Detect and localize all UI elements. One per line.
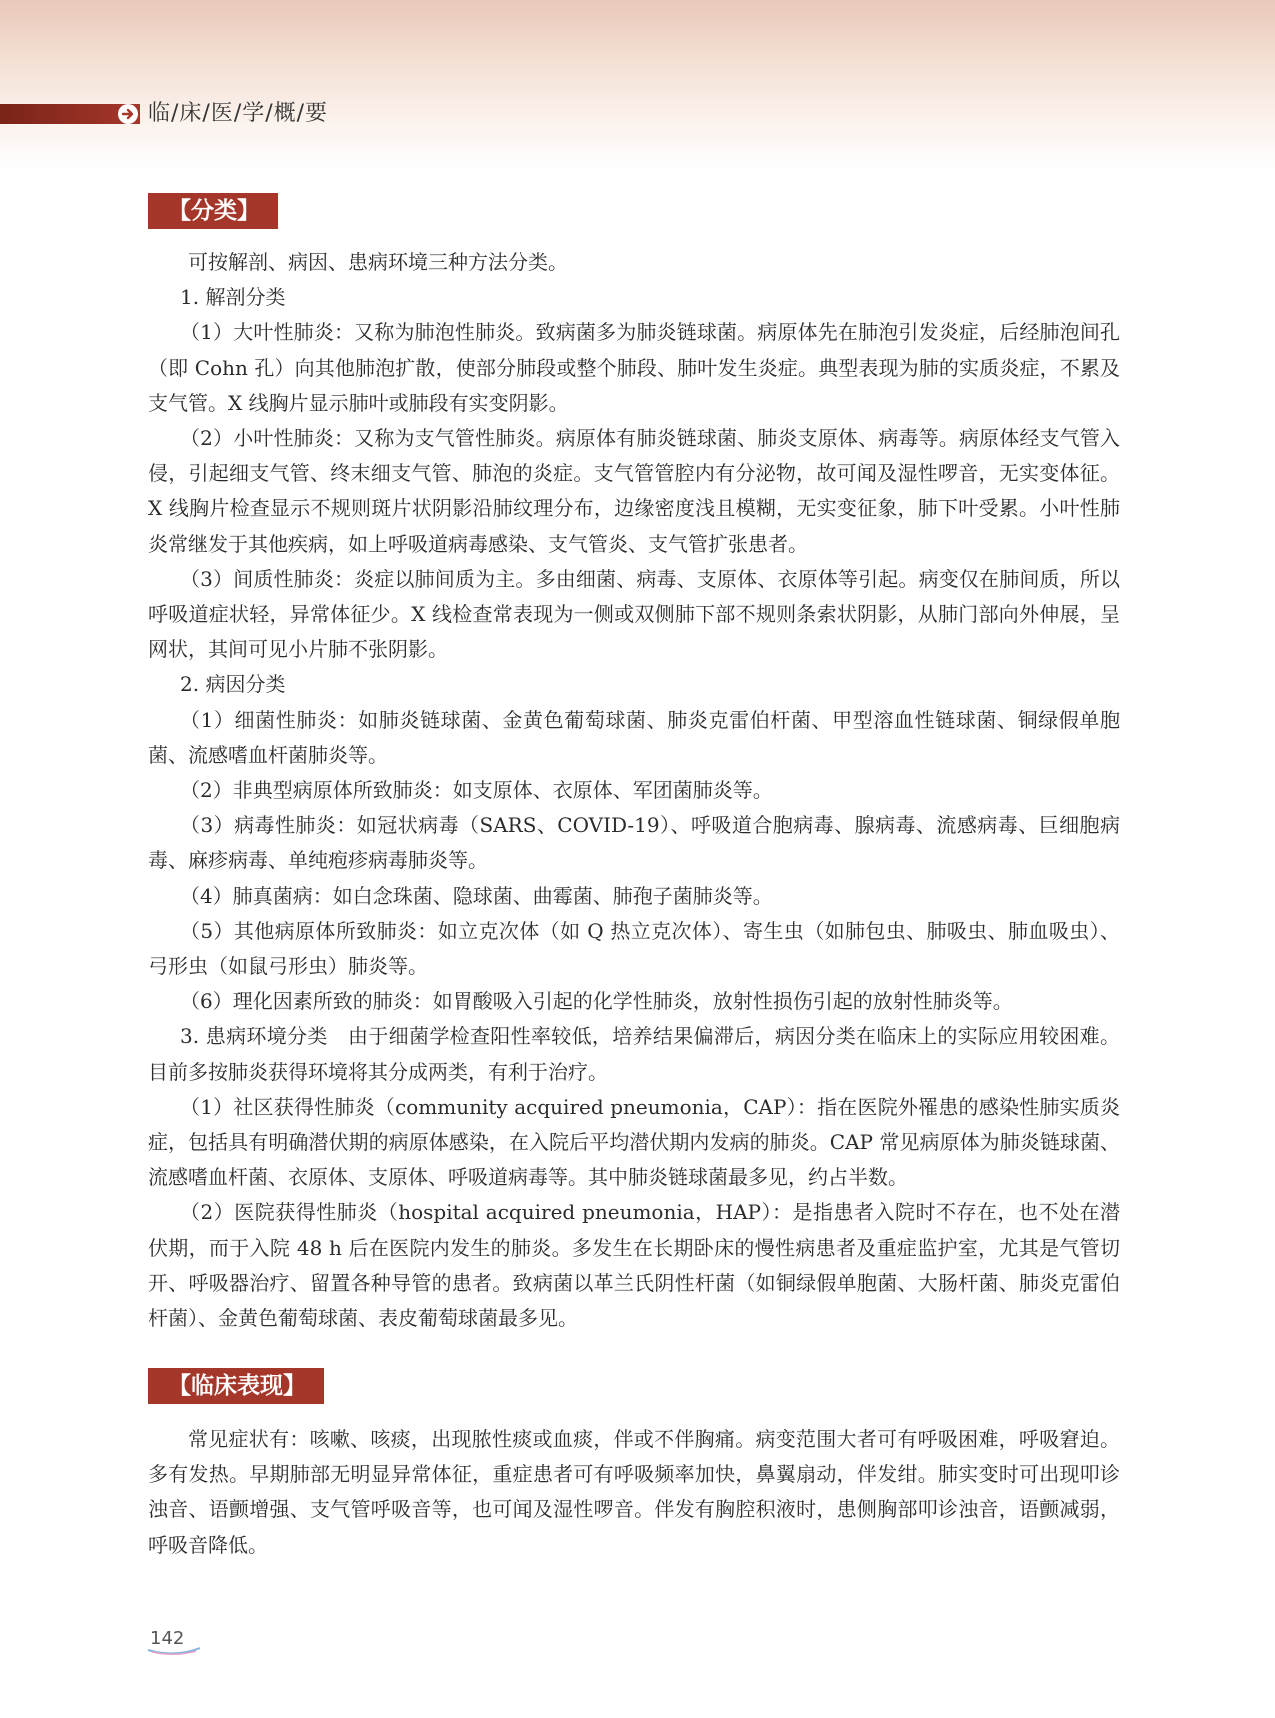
- etiology-paragraph-6: （6）理化因素所致的肺炎：如胃酸吸入引起的化学性肺炎，放射性损伤引起的放射性肺炎等。: [180, 989, 1013, 1014]
- book-title: 临/床/医/学/概/要: [148, 101, 329, 126]
- environment-intro: 由于细菌学检查阳性率较低，培养结果偏滞后，病因分类在临床上的实际应用较困难。目前多按肺炎获得环境将其分成两类，有利于治疗。: [148, 1024, 1120, 1084]
- section-heading-classification: 【分类】: [148, 193, 278, 229]
- anatomy-paragraph-1: （1）大叶性肺炎：又称为肺泡性肺炎。致病菌多为肺炎链球菌。病原体先在肺泡引发炎症，后经肺泡间孔（即 Cohn 孔）向其他肺泡扩散，使部分肺段或整个肺段、肺叶发生炎症。典型表现为肺的实质炎症，不累及支气管。X 线胸片显示肺叶或肺段有实变阴影。: [148, 320, 1120, 415]
- page-swoosh-icon: [146, 1644, 202, 1656]
- environment-paragraph: [148, 1019, 1120, 1089]
- clinical-body: [148, 1422, 1120, 1563]
- section-heading-clinical: 【临床表现】: [148, 1368, 324, 1404]
- etiology-subtitle: 2. 病因分类: [180, 672, 286, 697]
- clinical-paragraph-1: 常见症状有：咳嗽、咳痰，出现脓性痰或血痰，伴或不伴胸痛。病变范围大者可有呼吸困难，呼吸窘迫。多有发热。早期肺部无明显异常体征，重症患者可有呼吸频率加快，鼻翼扇动，伴发绀。肺实变时可出现叩诊浊音、语颤增强、支气管呼吸音等，也可闻及湿性啰音。伴发有胸腔积液时，患侧胸部叩诊浊音，语颤减弱，呼吸音降低。: [148, 1427, 1120, 1557]
- anatomy-subtitle: 1. 解剖分类: [180, 285, 286, 310]
- header-background: [0, 0, 1275, 170]
- etiology-paragraph-3: （3）病毒性肺炎：如冠状病毒（SARS、COVID-19）、呼吸道合胞病毒、腺病毒、流感病毒、巨细胞病毒、麻疹病毒、单纯疱疹病毒肺炎等。: [148, 813, 1120, 873]
- classification-body: [148, 245, 1120, 1336]
- etiology-paragraph-5: （5）其他病原体所致肺炎：如立克次体（如 Q 热立克次体）、寄生虫（如肺包虫、肺吸虫、肺血吸虫）、弓形虫（如鼠弓形虫）肺炎等。: [148, 918, 1120, 979]
- page-number: 142: [150, 1628, 185, 1649]
- environment-paragraph-2: （2）医院获得性肺炎（hospital acquired pneumonia，HAP）：是指患者入院时不存在，也不处在潜伏期，而于入院 48 h 后在医院内发生的肺炎。多发生在长期卧床的慢性病患者及重症监护室，尤其是气管切开、呼吸器治疗、留置各种导管的患者。致病菌以革兰氏阴性杆菌（如铜绿假单胞菌、大肠杆菌、肺炎克雷伯杆菌）、金黄色葡萄球菌、表皮葡萄球菌最多见。: [148, 1200, 1120, 1331]
- anatomy-paragraph-2: （2）小叶性肺炎：又称为支气管性肺炎。病原体有肺炎链球菌、肺炎支原体、病毒等。病原体经支气管入侵，引起细支气管、终末细支气管、肺泡的炎症。支气管管腔内有分泌物，故可闻及湿性啰音，无实变体征。X 线胸片检查显示不规则斑片状阴影沿肺纹理分布，边缘密度浅且模糊，无实变征象，肺下叶受累。小叶性肺炎常继发于其他疾病，如上呼吸道病毒感染、支气管炎、支气管扩张患者。: [148, 426, 1120, 556]
- etiology-paragraph-4: （4）肺真菌病：如白念珠菌、隐球菌、曲霉菌、肺孢子菌肺炎等。: [180, 883, 773, 908]
- environment-paragraph-1: （1）社区获得性肺炎（community acquired pneumonia，CAP）：指在医院外罹患的感染性肺实质炎症，包括具有明确潜伏期的病原体感染，在入院后平均潜伏期内发病的肺炎。CAP 常见病原体为肺炎链球菌、流感嗜血杆菌、衣原体、支原体、呼吸道病毒等。其中肺炎链球菌最多见，约占半数。: [148, 1094, 1120, 1190]
- etiology-paragraph-1: （1）细菌性肺炎：如肺炎链球菌、金黄色葡萄球菌、肺炎克雷伯杆菌、甲型溶血性链球菌、铜绿假单胞菌、流感嗜血杆菌肺炎等。: [148, 707, 1120, 767]
- anatomy-paragraph-3: （3）间质性肺炎：炎症以肺间质为主。多由细菌、病毒、支原体、衣原体等引起。病变仅在肺间质，所以呼吸道症状轻，异常体征少。X 线检查常表现为一侧或双侧肺下部不规则条索状阴影，从肺门部向外伸展，呈网状，其间可见小片肺不张阴影。: [148, 566, 1120, 662]
- classification-intro: 可按解剖、病因、患病环境三种方法分类。: [188, 250, 568, 274]
- environment-subtitle: 3. 患病环境分类: [180, 1024, 328, 1049]
- etiology-paragraph-2: （2）非典型病原体所致肺炎：如支原体、衣原体、军团菌肺炎等。: [180, 778, 773, 803]
- arrow-right-icon: [118, 104, 138, 124]
